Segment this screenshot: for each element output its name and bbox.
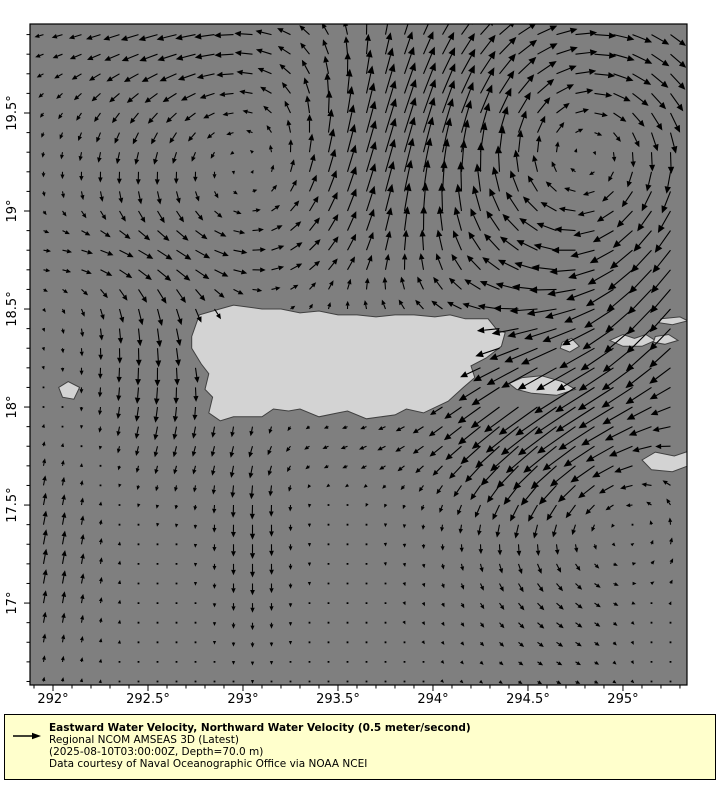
y-tick-label: 17.5° [5, 487, 20, 523]
legend-box [4, 714, 716, 780]
legend-credit-line: Data courtesy of Naval Oceanographic Office via NOAA NCEI [49, 758, 368, 770]
y-tick-label: 19.5° [5, 95, 20, 131]
legend-time-line: (2025-08-10T03:00:00Z, Depth=70.0 m) [49, 746, 264, 758]
x-tick-label: 294° [417, 692, 449, 707]
legend-text-block [49, 715, 471, 770]
x-tick-label: 294.5° [506, 692, 550, 707]
y-tick-label: 18.5° [5, 291, 20, 327]
x-tick-label: 293.5° [316, 692, 360, 707]
x-tick-label: 292.5° [126, 692, 170, 707]
x-tick-label: 295° [607, 692, 639, 707]
y-tick-label: 17° [5, 591, 20, 615]
y-tick-label: 19° [5, 199, 20, 223]
x-tick-label: 293° [227, 692, 259, 707]
reference-arrow-icon [12, 731, 42, 741]
legend-model-line: Regional NCOM AMSEAS 3D (Latest) [49, 734, 239, 746]
reference-arrow-wrap [5, 715, 49, 741]
y-axis [5, 35, 30, 682]
y-tick-label: 18° [5, 395, 20, 419]
x-axis [34, 685, 680, 707]
x-tick-label: 292° [37, 692, 69, 707]
legend-title: Eastward Water Velocity, Northward Water Velocity (0.5 meter/second) [49, 722, 471, 734]
